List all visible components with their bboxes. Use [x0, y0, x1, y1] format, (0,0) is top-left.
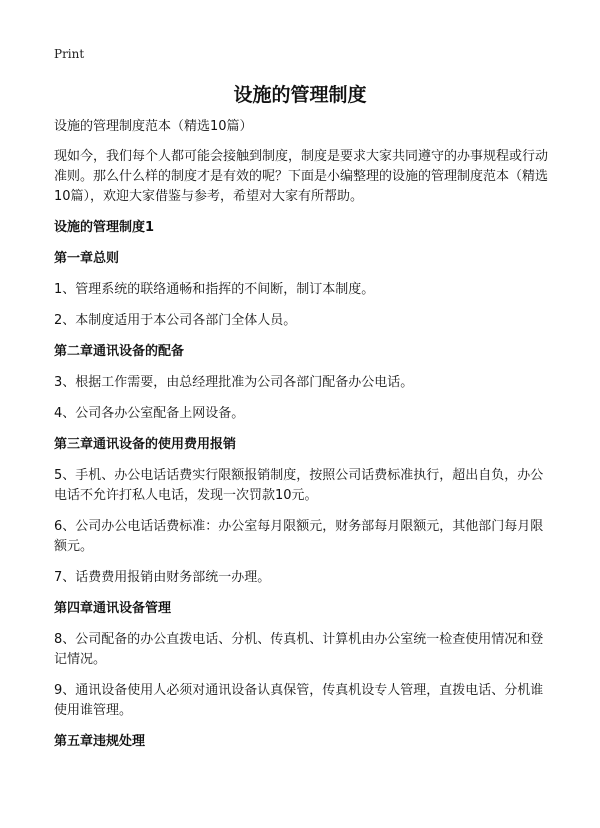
clause-paragraph: 7、话费费用报销由财务部统一办理。 [54, 570, 271, 585]
chapter-heading: 第二章通讯设备的配备 [54, 344, 185, 359]
intro-paragraph: 现如今，我们每个人都可能会接触到制度，制度是要求大家共同遵守的办事规程或行动准则。那么什么样的制度才是有效的呢？下面是小编整理的设施的管理制度范本（精选10篇），欢迎大家借鉴与参考，希望对大家有所帮助。 [54, 149, 549, 204]
document-title: 设施的管理制度 [233, 84, 367, 106]
print-link[interactable]: Print [54, 47, 85, 61]
clause-paragraph: 8、公司配备的办公直拨电话、分机、传真机、计算机由办公室统一检查使用情况和登记情况。 [54, 632, 544, 667]
clause-paragraph: 5、手机、办公电话话费实行限额报销制度，按照公司话费标准执行，超出自负，办公电话不允许打私人电话，发现一次罚款10元。 [54, 468, 544, 503]
document-subtitle: 设施的管理制度范本（精选10篇） [54, 119, 253, 134]
chapter-heading: 第三章通讯设备的使用费用报销 [54, 437, 237, 452]
clause-paragraph: 1、管理系统的联络通畅和指挥的不间断，制订本制度。 [54, 282, 375, 297]
clause-paragraph: 4、公司各办公室配备上网设备。 [54, 406, 245, 421]
clause-paragraph: 3、根据工作需要，由总经理批准为公司各部门配备办公电话。 [54, 375, 414, 390]
clause-paragraph: 2、本制度适用于本公司各部门全体人员。 [54, 313, 297, 328]
section-title: 设施的管理制度1 [54, 220, 155, 235]
clause-paragraph: 6、公司办公电话话费标准：办公室每月限额元，财务部每月限额元，其他部门每月限额元。 [54, 519, 544, 554]
chapter-heading: 第四章通讯设备管理 [54, 601, 172, 616]
chapter-heading: 第一章总则 [54, 251, 120, 266]
clause-paragraph: 9、通讯设备使用人必须对通讯设备认真保管，传真机设专人管理，直拨电话、分机谁使用谁管理。 [54, 683, 544, 718]
chapter-heading: 第五章违规处理 [54, 734, 146, 749]
document-body [54, 117, 554, 763]
